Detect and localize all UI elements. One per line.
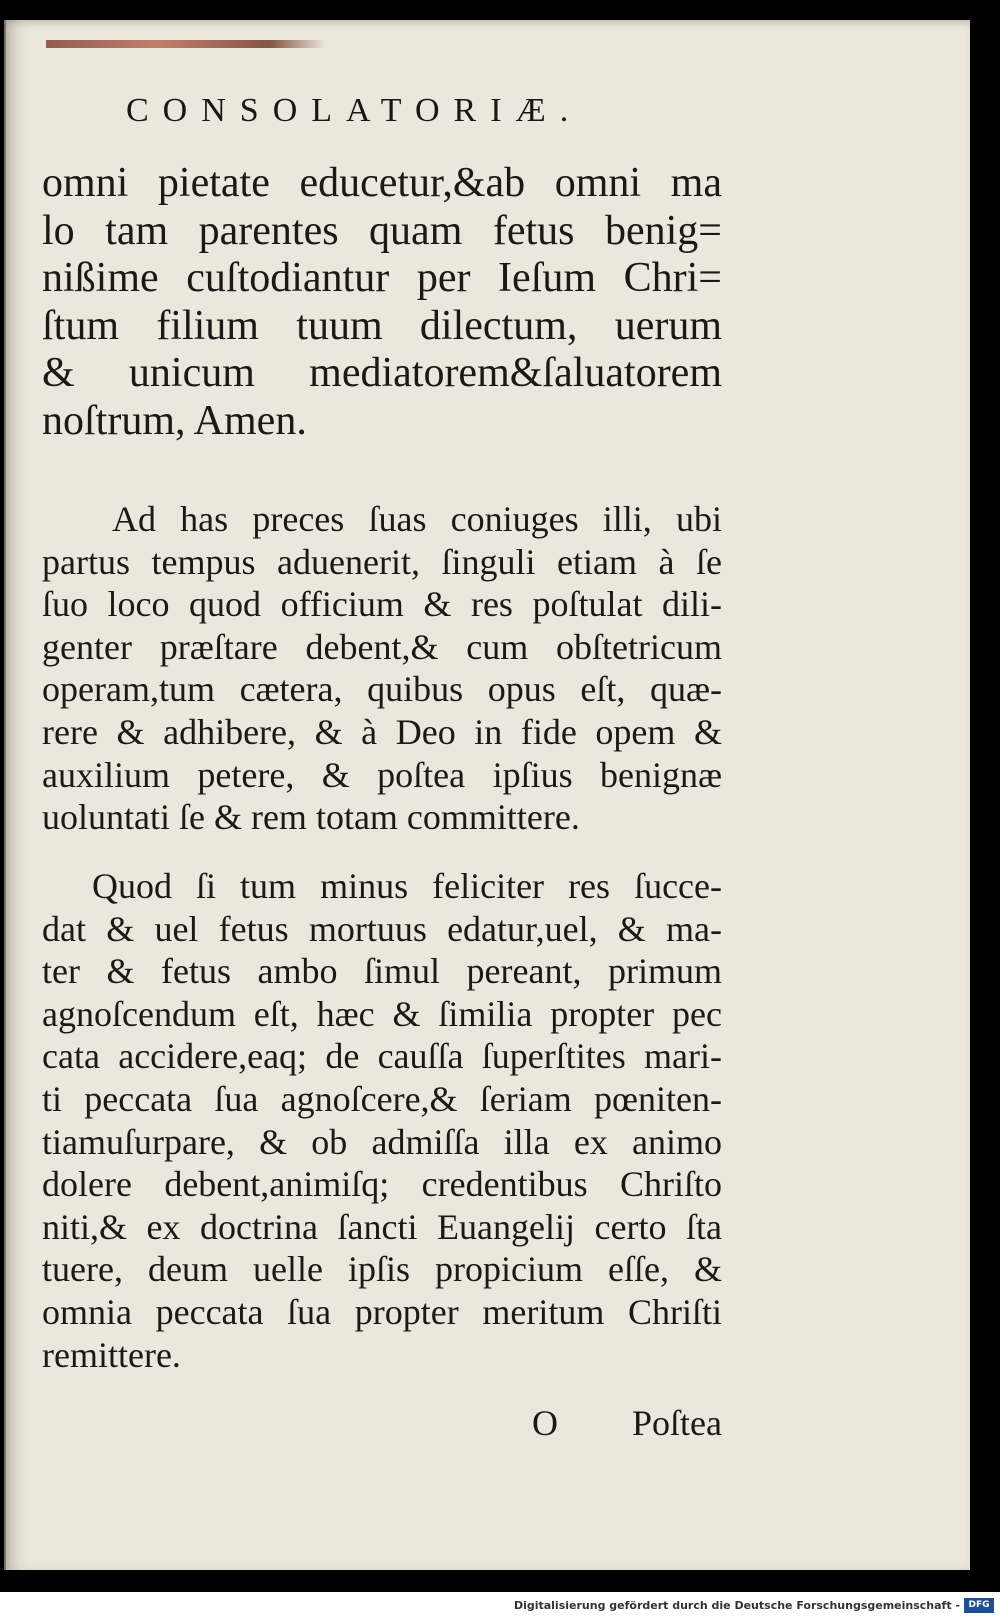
paragraph-line: Ad has preces ſuas coniuges illi, ubi <box>112 499 722 539</box>
paragraph-line: operam,tum cætera, quibus opus eſt, quæ- <box>42 669 722 710</box>
prayer-line: omni pietate educetur,&ab omni ma <box>42 160 722 206</box>
paragraph-line: dat & uel fetus mortuus edatur,uel, & ma- <box>42 908 722 949</box>
paragraph-line: rere & adhibere, & à Deo in fide opem & <box>42 711 722 752</box>
paragraph-line: auxilium petere, & poſtea ipſius benignæ <box>42 754 722 795</box>
paragraph-line: ſuo loco quod officium & res poſtulat dili- <box>42 584 722 625</box>
paragraph-line: Quod ſi tum minus feliciter res ſucce- <box>92 866 722 906</box>
catchword: Poſtea <box>632 1403 722 1443</box>
paragraph-line: partus tempus aduenerit, ſinguli etiam à ſe <box>42 541 722 582</box>
paragraph-line: dolere debent,animiſq; credentibus Chriſto <box>42 1164 722 1205</box>
prayer-line: noſtrum, Amen. <box>42 397 307 444</box>
paragraph-line: cata accidere,eaq; de cauſſa ſuperſtites mari- <box>42 1036 722 1077</box>
paragraph-line: uoluntati ſe & rem totam committere. <box>42 797 580 838</box>
paragraph-line: genter præſtare debent,& cum obſtetricum <box>42 626 722 667</box>
prayer-line: lo tam parentes quam fetus benig= <box>42 207 722 254</box>
prayer-line: & unicum mediatorem&ſaluatorem <box>42 350 722 396</box>
dfg-logo: DFG <box>964 1598 994 1613</box>
footer-credit: Digitalisierung gefördert durch die Deutsche Forschungsgemeinschaft - <box>513 1599 960 1612</box>
paragraph-line: niti,& ex doctrina ſancti Euangelij certo ſta <box>42 1206 722 1247</box>
book-page <box>4 20 970 1570</box>
running-title: CONSOLATORIÆ. <box>126 92 583 129</box>
paragraph-2 <box>42 865 722 1376</box>
signature-mark: O <box>532 1403 558 1443</box>
paragraph-line: tiamuſurpare, & ob admiſſa illa ex animo <box>42 1121 722 1162</box>
paragraph-line: ti peccata ſua agnoſcere,& ſeriam pœniten- <box>42 1078 722 1119</box>
paragraph-1 <box>42 498 722 839</box>
prayer-line: nißime cuſtodiantur per Ieſum Chri= <box>42 255 722 301</box>
prayer-text <box>42 160 722 445</box>
page-edge-stain <box>46 40 326 48</box>
paragraph-line: agnoſcendum eſt, hæc & ſimilia propter pec <box>42 993 722 1034</box>
footer-bar <box>0 1592 1000 1620</box>
paragraph-line: omnia peccata ſua propter meritum Chriſti <box>42 1291 722 1332</box>
paragraph-line: ter & fetus ambo ſimul pereant, primum <box>42 951 722 992</box>
paragraph-line: remittere. <box>42 1334 181 1375</box>
prayer-line: ſtum filium tuum dilectum, uerum <box>42 302 722 349</box>
paragraph-line: tuere, deum uelle ipſis propicium eſſe, & <box>42 1249 722 1290</box>
